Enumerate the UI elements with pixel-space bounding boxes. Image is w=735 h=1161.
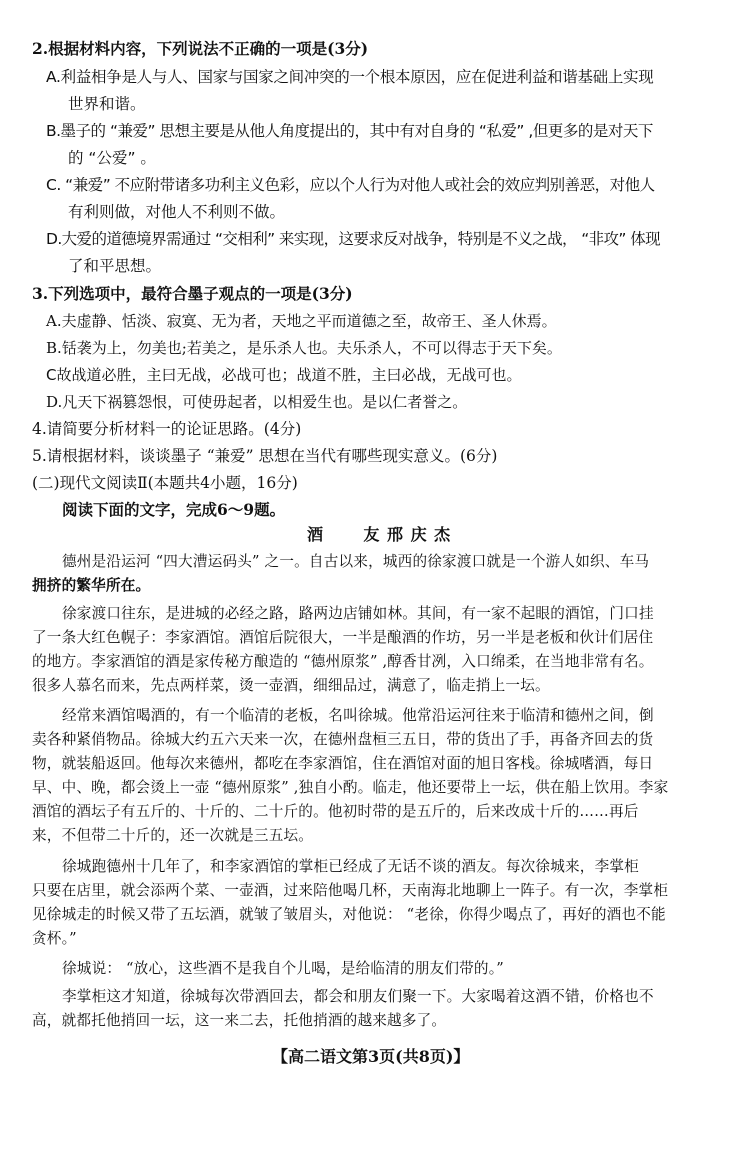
q2-option-b-line1: B.墨子的 “兼爱” 思想主要是从他人角度提出的，其中有对自身的 “私爱” ,但更多的是对天下 [46,122,653,140]
q2-option-c-line2: 有利则做，对他人不利则不做。 [68,203,286,221]
story-p1-line1: 德州是沿运河 “四大漕运码头” 之一。自古以来，城西的徐家渡口就是一个游人如织、车马 [62,553,650,570]
story-p1-line2: 拥挤的繁华所在。 [32,577,151,594]
story-p3-line2: 卖各种紧俏物品。徐城大约五六天来一次，在德州盘桓三五日，带的货出了手，再备齐回去的货 [32,731,654,748]
q3-option-c: C故战道必胜，主曰无战，必战可也；战道不胜，主曰必战，无战可也。 [46,366,522,384]
story-p2-line1: 徐家渡口往东，是进城的必经之路，路两边店铺如林。其间，有一家不起眼的酒馆，门口挂 [62,605,654,622]
story-p4-line3: 见徐城走的时候又带了五坛酒，就皱了皱眉头，对他说： “老徐，你得少喝点了，再好的酒也不能 [32,906,666,923]
story-p3-line3: 物，就装船返回。他每次来德州，都吃在李家酒馆，住在酒馆对面的旭日客栈。徐城嗜酒，每日 [32,755,654,772]
question-5: 5.请根据材料，谈谈墨子 “兼爱” 思想在当代有哪些现实意义。(6分) [32,447,498,465]
question-3-stem: 3.下列选项中，最符合墨子观点的一项是(3分) [32,284,353,303]
story-p5-line1: 徐城说： “放心，这些酒不是我自个儿喝，是给临清的朋友们带的。” [62,960,504,977]
q2-option-a-line2: 世界和谐。 [68,95,146,113]
story-p3-line1: 经常来酒馆喝酒的，有一个临清的老板，名叫徐城。他常沿运河往来于临清和德州之间，倒 [62,707,654,724]
q3-option-b: B.铦袭为上，勿美也;若美之，是乐杀人也。夫乐杀人，不可以得志于天下矣。 [46,339,562,357]
q3-option-d: D.凡天下祸篡怨恨，可使毋起者，以相爱生也。是以仁者誉之。 [46,393,468,411]
story-p2-line4: 很多人慕名而来，先点两样菜，烫一壶酒，细细品过，满意了，临走捎上一坛。 [32,677,550,694]
story-p6-line1: 李掌柜这才知道，徐城每次带酒回去，都会和朋友们聚一下。大家喝着这酒不错，价格也不 [62,988,654,1005]
q2-option-b-line2: 的 “公爱” 。 [68,149,156,167]
question-4: 4.请简要分析材料一的论证思路。(4分) [32,420,302,438]
story-p4-line2: 只要在店里，就会添两个菜、一壶酒，过来陪他喝几杯，天南海北地聊上一阵子。有一次，李掌柜 [32,882,669,899]
q2-option-a-line1: A.利益相争是人与人、国家与国家之间冲突的一个根本原因，应在促进利益和谐基础上实现 [46,68,654,86]
story-title: 酒 友 邢 庆 杰 [307,525,452,544]
story-p3-line6: 来，不但带二十斤的，还一次就是三五坛。 [32,827,314,844]
reading-instruction: 阅读下面的文字，完成6～9题。 [62,500,286,519]
story-p6-line2: 高，就都托他捎回一坛，这一来二去，托他捎酒的越来越多了。 [32,1012,447,1029]
q2-option-d-line1: D.大爱的道德境界需通过 “交相利” 来实现，这要求反对战争，特别是不义之战， “非攻” 体现 [46,230,660,248]
story-p3-line5: 酒馆的酒坛子有五斤的、十斤的、二十斤的。他初时带的是五斤的，后来改成十斤的……再后 [32,803,639,820]
story-p4-line1: 徐城跑德州十几年了，和李家酒馆的掌柜已经成了无话不谈的酒友。每次徐城来，李掌柜 [62,858,639,875]
q2-option-d-line2: 了和平思想。 [68,257,162,275]
page-footer: 【高二语文第3页(共8页)】 [272,1047,470,1066]
q3-option-a: A.夫虚静、恬淡、寂寞、无为者，天地之平而道德之至，故帝王、圣人休焉。 [46,312,557,330]
story-p2-line3: 的地方。李家酒馆的酒是家传秘方酿造的 “德州原浆” ,醇香甘冽，入口绵柔，在当地非常有名。 [32,653,654,670]
section-heading: (二)现代文阅读Ⅱ(本题共4小题，16分) [32,474,298,492]
story-p4-line4: 贪杯。” [32,930,77,947]
story-p2-line2: 了一条大红色幌子：李家酒馆。酒馆后院很大，一半是酿酒的作坊，另一半是老板和伙计们居住 [32,629,654,646]
question-2-stem: 2.根据材料内容，下列说法不正确的一项是(3分) [32,39,369,58]
story-p3-line4: 早、中、晚，都会烫上一壶 “德州原浆” ,独自小酌。临走，他还要带上一坛，供在船上饮用。李家 [32,779,669,796]
q2-option-c-line1: C. “兼爱” 不应附带诸多功利主义色彩，应以个人行为对他人或社会的效应判别善恶，对他人 [46,176,655,194]
